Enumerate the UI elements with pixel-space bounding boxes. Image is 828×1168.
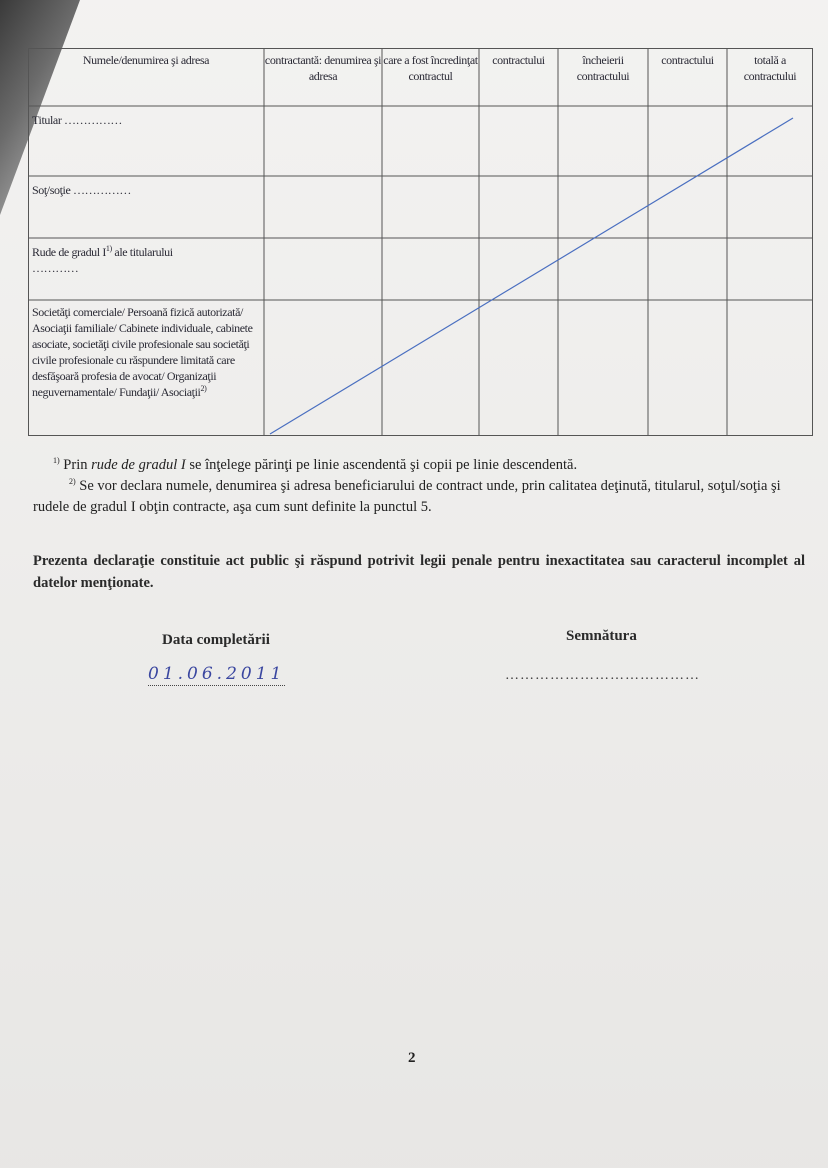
header-col-6: contractului [661, 53, 714, 67]
signature-line: ………………………………… [505, 668, 700, 683]
header-col-7: totală a contractului [743, 53, 797, 83]
handwritten-date: 01.06.2011 [148, 664, 286, 684]
header-col-5: încheierii contractului [576, 53, 630, 83]
page-number: 2 [408, 1050, 416, 1066]
header-col-4: contractului [492, 53, 545, 67]
signature-label: Semnătura [566, 628, 637, 644]
contracts-table [28, 48, 813, 436]
header-col-2: contractantă: denumirea şi adresa [264, 53, 382, 83]
strike-through-line [270, 118, 793, 434]
header-col-3: care a fost încredinţat contractul [383, 53, 478, 83]
row-label-companies: Societăţi comerciale/ Persoană fizică autorizată/ Asociaţii familiale/ Cabinete individuale, cabinete asociate, societăţi civile profesionale sau societăţi civile profesionale cu răspundere limitată care desfăşoară profesia de avocat/ Organizaţii neguvernamentale/ Fundaţii/ Asociaţii$^{2)}$ [32, 305, 253, 399]
row-label-relatives: Rude de gradul $I^{1)}$ ale titularului ………… [32, 244, 173, 275]
header-col-1: Numele/denumirea şi adresa [82, 53, 210, 67]
declaration-statement: Prezenta declaraţie constituie act public şi răspund potrivit legii penale pentru inexactitatea sau caracterul incomplet al datelor menţionate. [33, 553, 805, 591]
footnote-1: $^{1)}$ Prin rude de gradul I se înţelege părinţi pe linie ascendentă şi copii pe linie descendentă. [53, 456, 578, 473]
row-label-spouse: Soţ/soţie …………… [32, 183, 132, 197]
date-label: Data completării [162, 632, 270, 648]
row-label-titular: Titular …………… [32, 113, 123, 127]
footnote-2: $^{2)}$ Se vor declara numele, denumirea şi adresa beneficiarului de contract unde, prin calitatea deţinută, titularul, soţul/soţia şi rudele de gradul I obţin contracte, aşa cum sunt definite la punctul 5. [33, 477, 781, 515]
